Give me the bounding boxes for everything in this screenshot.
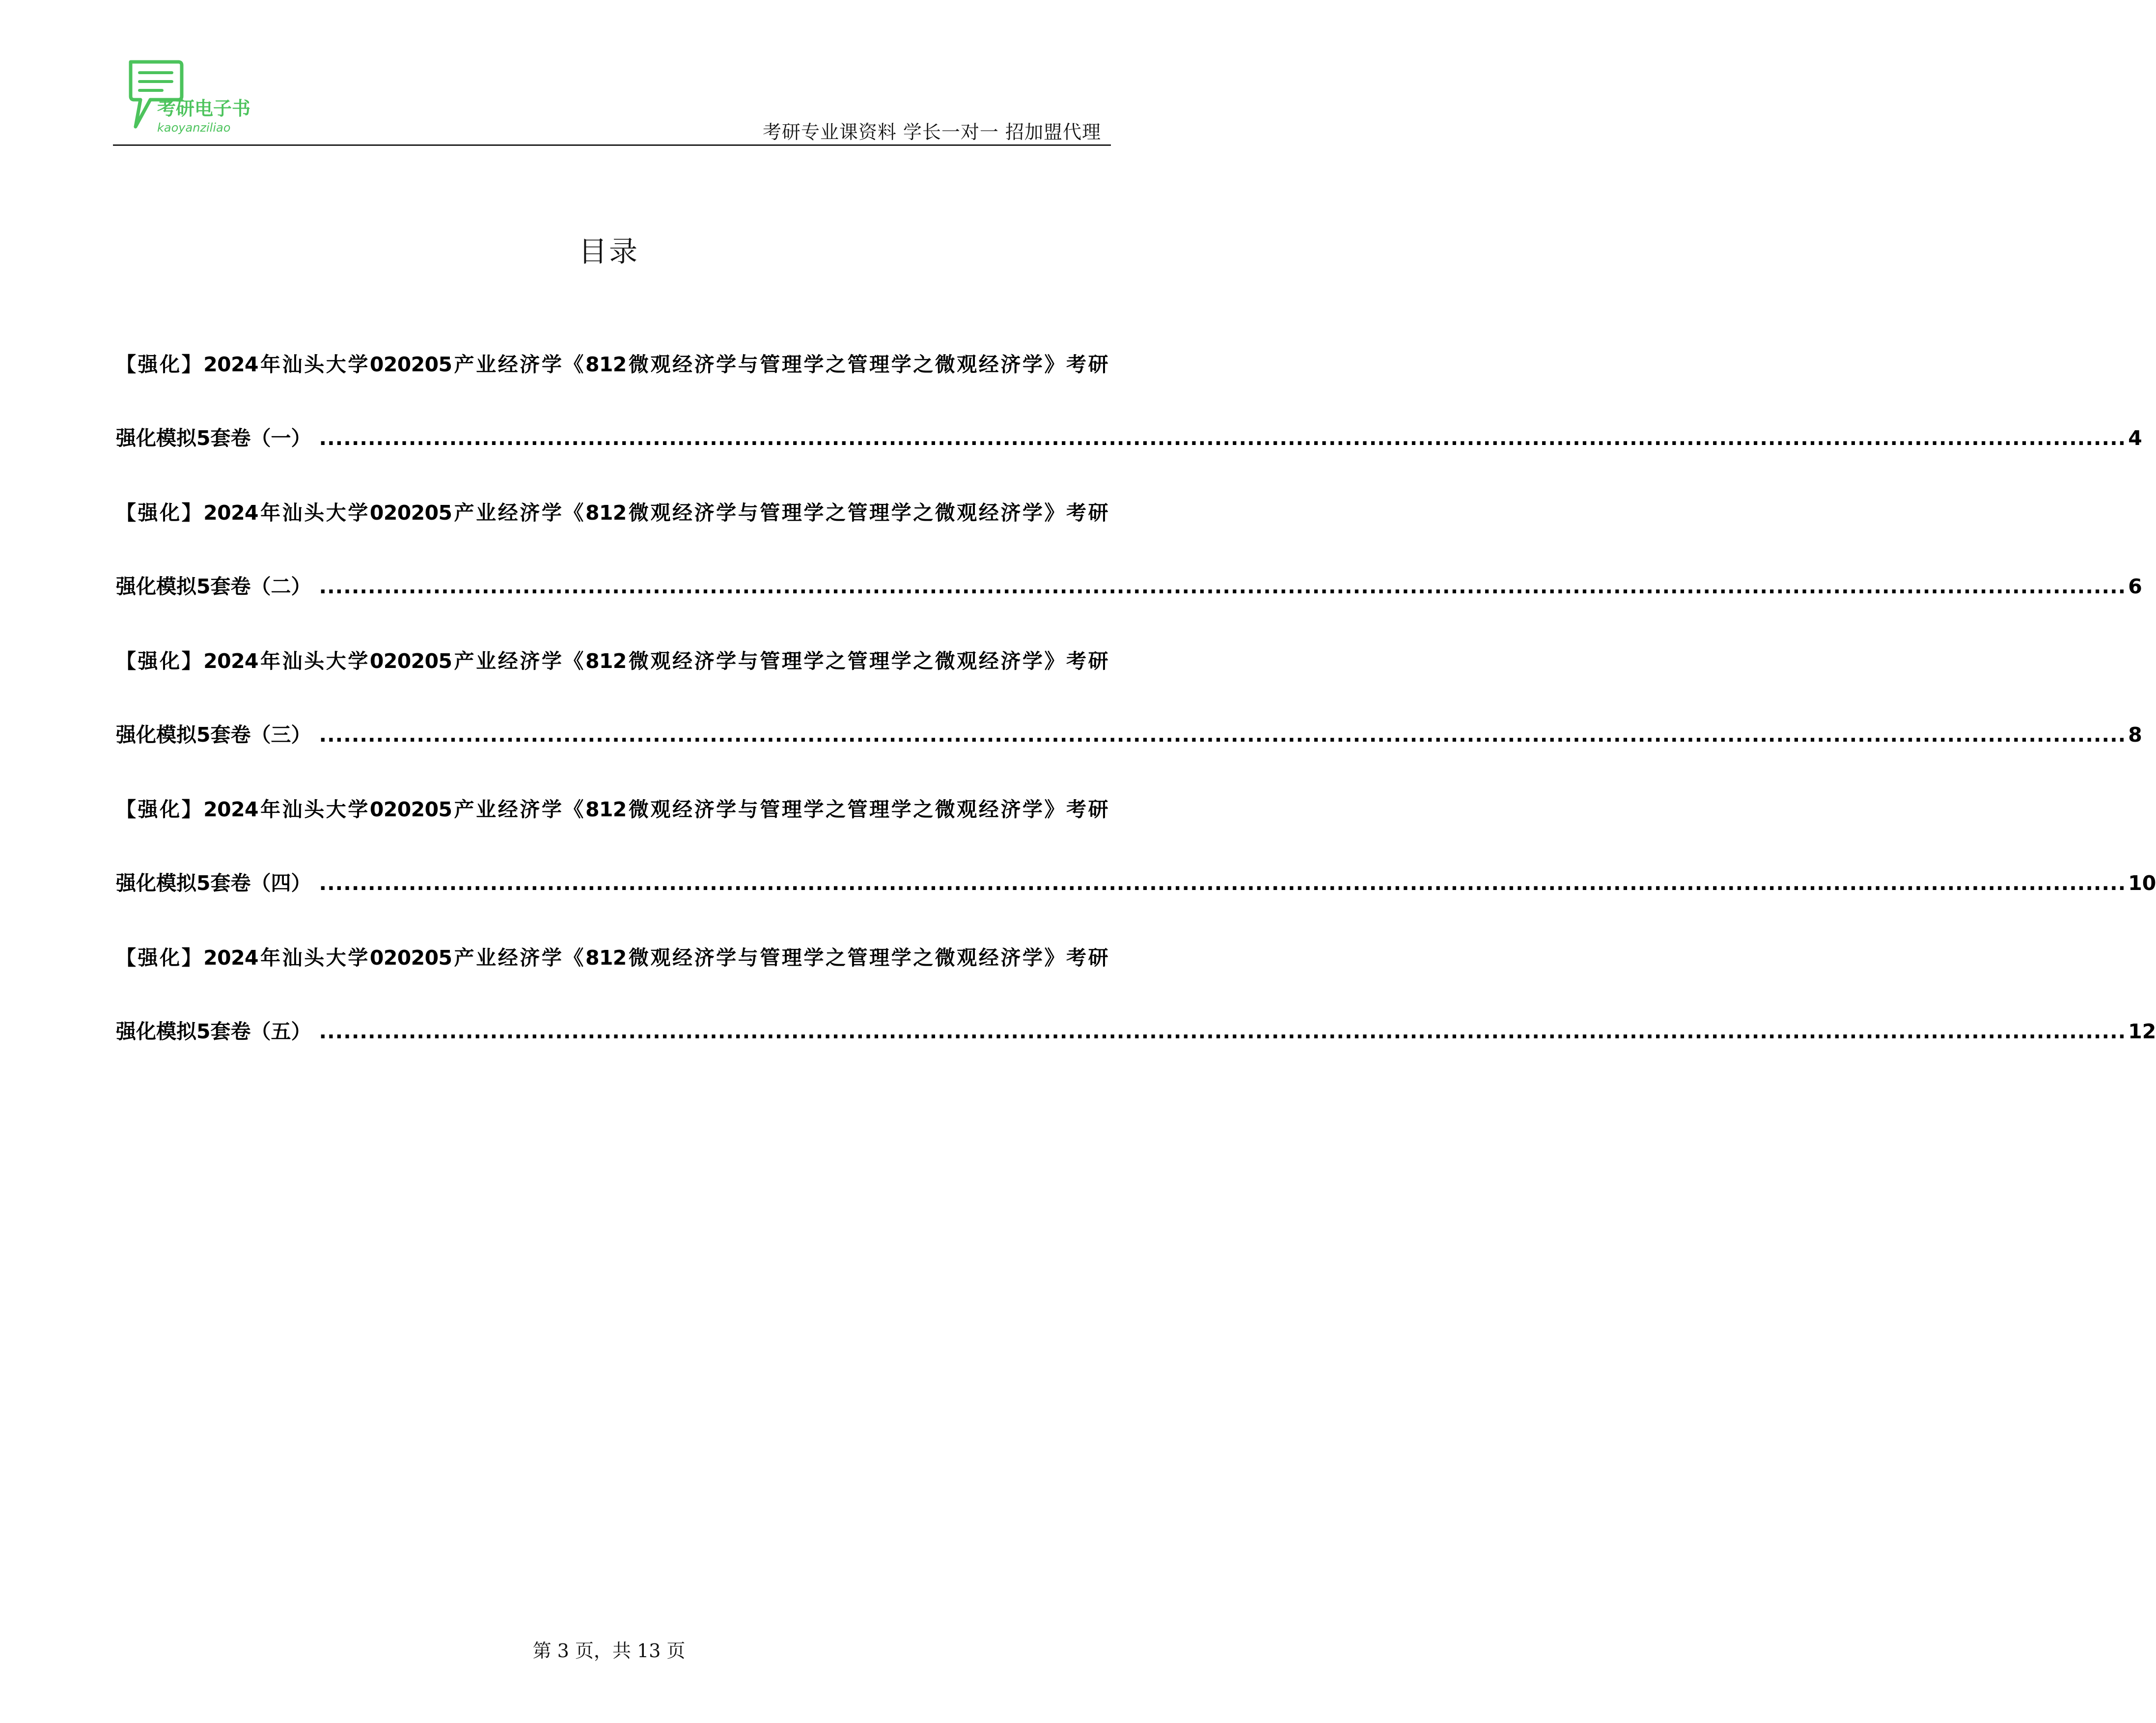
toc-entry-subtitle-row[interactable]	[116, 423, 2142, 453]
toc-entry-subtitle: 强化模拟5套卷（二）	[116, 575, 311, 598]
toc-entry-title[interactable]: 【强化】2024年汕头大学020205产业经济学《812微观经济学与管理学之管理学之微观经济学》考研	[116, 649, 1108, 673]
toc-leader-dots: ..............................................................................................................................................................................................................................	[319, 575, 2127, 598]
toc-entry-subtitle-row[interactable]	[116, 720, 2142, 750]
logo-subtext: kaoyanziliao	[157, 121, 231, 135]
logo	[127, 58, 254, 137]
toc-entry-3[interactable]	[116, 646, 2142, 795]
toc-page-number: 8	[2128, 723, 2142, 747]
toc-page-number: 12	[2128, 1020, 2156, 1043]
toc-leader-dots: ..............................................................................................................................................................................................................................	[319, 426, 2127, 450]
toc-entry-subtitle: 强化模拟5套卷（四）	[116, 871, 311, 895]
toc-entry-title[interactable]: 【强化】2024年汕头大学020205产业经济学《812微观经济学与管理学之管理学之微观经济学》考研	[116, 946, 1108, 970]
toc-page-number: 6	[2128, 575, 2142, 598]
toc-entry-subtitle: 强化模拟5套卷（一）	[116, 426, 311, 450]
logo-text: 考研电子书	[157, 98, 251, 119]
toc-entry-subtitle: 强化模拟5套卷（五）	[116, 1020, 311, 1043]
toc-entry-subtitle: 强化模拟5套卷（三）	[116, 723, 311, 747]
toc-entry-1[interactable]	[116, 350, 2142, 498]
page-indicator: 第 3 页，共 13 页	[532, 1640, 686, 1662]
toc-entry-subtitle-row[interactable]	[116, 868, 2156, 898]
toc-page-number: 10	[2128, 871, 2156, 895]
toc-page-number: 4	[2128, 426, 2142, 450]
logo-speech-bubble-icon	[127, 58, 254, 137]
toc-entry-5[interactable]	[116, 943, 2156, 1091]
toc-leader-dots: ..............................................................................................................................................................................................................................	[319, 1020, 2127, 1043]
toc-entry-subtitle-row[interactable]	[116, 1017, 2156, 1046]
toc-entry-2[interactable]	[116, 498, 2142, 646]
toc-leader-dots: ..............................................................................................................................................................................................................................	[319, 871, 2127, 895]
toc-entry-title[interactable]: 【强化】2024年汕头大学020205产业经济学《812微观经济学与管理学之管理学之微观经济学》考研	[116, 353, 1108, 376]
header-tagline: 考研专业课资料 学长一对一 招加盟代理	[762, 121, 1101, 143]
toc-leader-dots: ..............................................................................................................................................................................................................................	[319, 723, 2127, 747]
toc-entry-title[interactable]: 【强化】2024年汕头大学020205产业经济学《812微观经济学与管理学之管理学之微观经济学》考研	[116, 501, 1108, 525]
toc-entry-4[interactable]	[116, 795, 2156, 943]
header-divider	[113, 144, 1111, 146]
toc-entry-subtitle-row[interactable]	[116, 572, 2142, 601]
toc-title: 目录	[578, 235, 639, 268]
toc-entry-title[interactable]: 【强化】2024年汕头大学020205产业经济学《812微观经济学与管理学之管理学之微观经济学》考研	[116, 798, 1108, 821]
